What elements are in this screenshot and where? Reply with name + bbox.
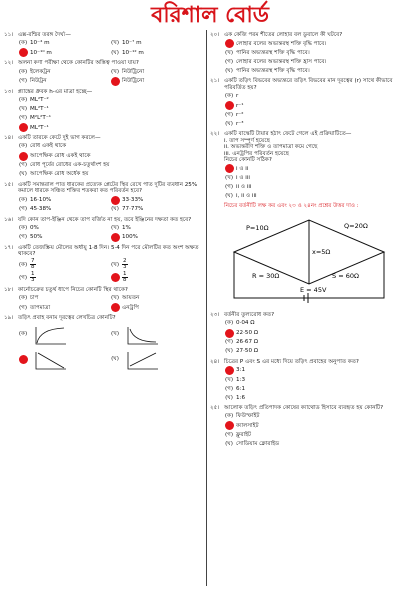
option-key: (গ) [224, 385, 234, 392]
answer-marker-dot [224, 329, 234, 338]
option[interactable] [224, 67, 414, 75]
option[interactable] [224, 174, 414, 182]
question-stem [210, 312, 414, 318]
option-text: 22·50 Ω [236, 329, 259, 336]
option-text: 3:1 [236, 367, 246, 374]
option-text: আয়তন [122, 295, 140, 301]
option[interactable] [110, 323, 202, 347]
question-text: একটি তড়িৎ বিভবের অভ্যন্তরে তড়িৎ বিভবের মান দূরত্বের (r) সাথে কীভাবে পরিবর্তিত হয়? [224, 78, 393, 91]
question-number [210, 203, 222, 209]
option-key: (ঘ) [225, 348, 233, 355]
option-key: (ঘ) [19, 171, 27, 178]
circuit-label: x=5Ω [312, 247, 331, 256]
question-text: একটি বাস্কেটি টায়ার হঠাৎ ফেটে গেলে এই প্রক্রিয়াটিতে— [224, 131, 352, 138]
left-column [4, 32, 202, 375]
option[interactable] [18, 143, 202, 151]
option[interactable] [224, 58, 414, 66]
option-key: (ঘ) [225, 193, 233, 200]
option-text: 10⁻¹² m [122, 49, 144, 56]
option[interactable] [18, 152, 202, 161]
options-grid [4, 143, 202, 179]
question [210, 131, 414, 200]
option-text: পানির অভ্যন্তরস্থ শক্তি বৃদ্ধি পাবে। [236, 50, 310, 57]
option[interactable] [224, 192, 414, 200]
option[interactable] [110, 196, 202, 205]
option-key: (খ) [224, 175, 234, 182]
question-stem [4, 287, 202, 293]
statement-item: iii. এনট্রপির পরিবর্তন হয়েছে [224, 150, 290, 157]
correct-dot [225, 329, 234, 338]
option[interactable] [110, 348, 202, 372]
option[interactable] [224, 39, 414, 48]
options-grid [4, 96, 202, 132]
answer-marker-dot [110, 77, 120, 86]
question-text: এক কেজি পরম শীতের লোহার বল ডুবালে কী ঘটবে? [224, 32, 343, 38]
option[interactable] [224, 111, 414, 119]
answer-marker-dot [110, 303, 120, 312]
question-text: এক্স-রশ্মির তরঙ্গ দৈর্ঘ্য— [18, 32, 71, 38]
option-key: (ঘ) [225, 394, 233, 401]
option-text: লোহার বলের অভ্যন্তরস্থ শক্তি হ্রাস পাবে। [236, 59, 327, 66]
circuit-label: S = 60Ω [332, 271, 359, 280]
option-text: 45·38% [30, 206, 52, 213]
option[interactable] [18, 39, 110, 47]
option-key: (ক) [18, 68, 28, 75]
statement-item: i. তাপ সম্পূর্ণ হয়েছে [224, 137, 270, 144]
option-text: 10⁻⁴ m [30, 40, 50, 47]
options-grid [210, 92, 414, 128]
option[interactable] [18, 303, 110, 312]
question-stem [4, 315, 202, 321]
option-text: r⁻¹ [236, 102, 244, 109]
option-text: r⁻² [236, 112, 244, 119]
question-number: ২৪। [210, 358, 220, 365]
answer-marker-dot [224, 164, 234, 173]
option-key: (খ) [224, 376, 234, 383]
option-text: 10⁻⁷ m [122, 40, 142, 47]
question-number: ১১। [4, 32, 14, 38]
option[interactable] [224, 366, 414, 375]
option[interactable] [110, 272, 202, 284]
option-text: i ও ii [236, 165, 249, 172]
answer-marker-dot [110, 233, 120, 242]
question [4, 135, 202, 178]
option-key: (ক) [224, 413, 234, 420]
option-key: (ক) [18, 97, 28, 104]
question-stem [210, 131, 414, 137]
option[interactable] [224, 376, 414, 384]
option[interactable] [224, 120, 414, 128]
question-number: ২১। [210, 78, 220, 85]
option[interactable] [224, 49, 414, 57]
option[interactable] [224, 385, 414, 393]
option-text: 1% [122, 224, 131, 231]
option[interactable] [18, 123, 202, 132]
correct-dot [225, 39, 234, 48]
option-key: (ক) [18, 224, 28, 231]
question [4, 315, 202, 371]
option[interactable] [18, 171, 202, 179]
fraction: $\frac{1}{3}$ [31, 270, 35, 284]
option-text: এনট্রপি [122, 304, 139, 311]
option-text: পানির অভ্যন্তরস্থ শক্তি বৃদ্ধি পাবে। [236, 68, 310, 75]
right-column [210, 32, 414, 451]
options-grid [4, 294, 202, 312]
option-text: M²L²T⁻¹ [30, 115, 52, 122]
option[interactable] [18, 323, 110, 347]
option-text: ফিউস্ফাইট [236, 413, 260, 420]
question-number: ২৫। [210, 405, 220, 412]
option[interactable] [110, 68, 202, 76]
option[interactable] [110, 77, 202, 86]
option-key: (খ) [110, 261, 120, 268]
option-text: 77·77% [122, 206, 144, 213]
option-key: (গ) [18, 304, 28, 311]
question-text: বর্তনীর তুল্যরোধ কত? [224, 312, 275, 319]
option[interactable] [224, 183, 414, 191]
correct-dot [225, 101, 234, 110]
correct-dot [225, 366, 234, 375]
option-text: 100% [122, 234, 138, 241]
option-text: আপেক্ষিক রোধ একই থাকে [30, 152, 91, 159]
question-stem [210, 78, 414, 91]
correct-dot [19, 48, 28, 57]
option[interactable] [224, 92, 414, 100]
question-number: ১৪। [4, 135, 14, 142]
option[interactable] [224, 329, 414, 338]
answer-marker-dot [224, 421, 234, 430]
option[interactable] [224, 164, 414, 173]
option-text: ইলেকট্রন [30, 68, 51, 75]
question-number: ১৬। [4, 216, 14, 223]
option[interactable] [110, 259, 202, 271]
option[interactable] [18, 68, 110, 76]
question [4, 287, 202, 312]
option[interactable] [18, 259, 110, 271]
correct-dot [225, 164, 234, 173]
question-stem [4, 60, 202, 66]
option[interactable] [18, 114, 202, 122]
circuit-label: E = 45V [300, 285, 327, 294]
option-text: 1:3 [236, 376, 246, 383]
question-number: ১৫। [4, 181, 14, 188]
options-grid [210, 164, 414, 200]
option-key: (খ) [110, 40, 120, 47]
option[interactable] [18, 162, 202, 170]
question [210, 78, 414, 128]
question-text: আলোক তড়িৎ প্রতিপাদক কোষের ক্যাথোড হিসাবে ব্যবহৃত হয় কোনটি? [224, 405, 384, 412]
statement-item: ii. অভ্যন্তরীণ শক্তি ও তাপমাত্রা কমে গেছে [224, 144, 318, 151]
correct-dot [19, 123, 28, 132]
option-text: ii ও iii [236, 184, 252, 191]
question-text: প্ল্যাঙ্কের ধ্রুবক h-এর মাত্রা হচ্ছে— [18, 88, 93, 95]
question-stem [4, 32, 202, 38]
option-key: (গ) [224, 432, 234, 439]
question-number: ১৯। [4, 315, 14, 322]
options-grid [210, 320, 414, 356]
column-divider [206, 30, 207, 586]
answer-marker-dot [18, 48, 28, 57]
answer-marker-dot [18, 123, 28, 132]
option-key: (ক) [224, 320, 234, 327]
option[interactable] [18, 77, 110, 86]
question [4, 182, 202, 214]
option-key: (ঘ) [111, 49, 119, 56]
option-text: 33·33% [122, 196, 144, 203]
question-number: ২২। [210, 131, 220, 138]
question [4, 32, 202, 57]
option-key: (ঘ) [111, 356, 119, 363]
options-grid [4, 224, 202, 242]
question-stem [4, 135, 202, 141]
question-number: ২৩। [210, 312, 220, 319]
option-text: 0·04 Ω [236, 320, 255, 327]
question-stem [4, 89, 202, 95]
option[interactable] [110, 294, 202, 302]
option-key: (ঘ) [225, 121, 233, 128]
option-key: (গ) [224, 184, 234, 191]
option[interactable] [224, 440, 414, 448]
options-grid [4, 39, 202, 57]
option[interactable] [18, 105, 202, 113]
options-grid [4, 259, 202, 284]
option[interactable] [110, 48, 202, 57]
option[interactable] [110, 303, 202, 312]
page-title: বরিশাল বোর্ড [151, 2, 269, 28]
option-key: (ক) [224, 93, 234, 100]
question-text: নিচের বর্তনীটি লক্ষ কর এবং ২৩ ও ২৪নং প্রশ্নের উত্তর দাও : [224, 203, 359, 210]
question [4, 217, 202, 242]
question-text: তড়িৎ প্রবাহ বনাম দূরত্বের লেখচিত্র কোনটি? [18, 315, 116, 322]
answer-marker-dot [110, 273, 120, 282]
option-key: (গ) [18, 274, 28, 281]
fraction: $\frac{7}{8}$ [31, 257, 35, 271]
option-text: রোধ একই থাকে [30, 143, 67, 150]
question [210, 32, 414, 75]
question-text: একটি সমান্তরাল পাত ধারকের প্রত্যেক প্লেটের স্থির রেখে পাত দুটির ব্যবধান 25% কমালে ধারকে সঞ্চিত শক্তির শতকরা কত পরিবর্তন হবে? [18, 181, 198, 195]
option[interactable] [110, 224, 202, 232]
option-key: (ঘ) [225, 441, 233, 448]
option-text: 27·50 Ω [236, 348, 259, 355]
question [210, 359, 414, 402]
option[interactable] [18, 224, 110, 232]
question-number: ১৮। [4, 286, 14, 293]
option-key: (গ) [18, 162, 28, 169]
options-grid [210, 366, 414, 402]
option-text: r⁻³ [236, 121, 244, 128]
option-text: তাপমাত্রা [30, 304, 51, 311]
option-text: 10⁻¹⁰ m [30, 49, 52, 56]
option[interactable] [18, 294, 110, 302]
option-key: (গ) [224, 59, 234, 66]
option-key: (ক) [18, 331, 28, 338]
correct-dot [225, 421, 234, 430]
correct-dot [111, 303, 120, 312]
correct-dot [111, 196, 120, 205]
option-text: নিউট্রিনো [122, 68, 145, 75]
answer-marker-dot [224, 101, 234, 110]
option-key: (গ) [224, 339, 234, 346]
question-stem [210, 359, 414, 365]
option-key: (গ) [224, 112, 234, 119]
option[interactable] [18, 48, 110, 57]
question [210, 405, 414, 448]
option-text: i ও iii [236, 175, 250, 182]
option-key: (ঘ) [225, 68, 233, 75]
question [210, 203, 414, 309]
option-key: (খ) [110, 295, 120, 301]
question-number: ১২। [4, 60, 14, 67]
option[interactable] [110, 206, 202, 214]
options-grid [4, 323, 202, 372]
option[interactable] [18, 206, 110, 214]
graph-icon [30, 348, 70, 372]
question-number: ১৭। [4, 244, 14, 251]
option[interactable] [224, 394, 414, 402]
options-grid [210, 412, 414, 448]
option-key: (ক) [18, 40, 28, 47]
option-key: (ক) [18, 143, 28, 150]
option-text: ML²T⁻¹ [30, 124, 49, 131]
answer-marker-dot [224, 39, 234, 48]
option-text: ML²T⁻¹ [30, 106, 49, 113]
option-text: নিউট্রন [30, 78, 47, 85]
option-text: ML²T⁻² [30, 97, 49, 104]
answer-marker-dot [18, 355, 28, 364]
question-text: একটি তারকে কেটে দুই ভাগ করলে— [18, 135, 101, 142]
question [4, 60, 202, 85]
question-prompt: নিচের কোনটি সঠিক? [224, 156, 272, 163]
question-text: একটি তেজস্ক্রিয় মৌলের অর্ধায়ু 1·8 দিন। 5·4 দিন পরে মৌলটির কত অংশ অক্ষত থাকবে? [18, 244, 199, 258]
circuit-label: Q=20Ω [344, 221, 368, 230]
option[interactable] [224, 101, 414, 110]
question-stem [210, 405, 414, 411]
question-text: চিত্রের P এবং S এর মধ্যে দিয়ে তড়িৎ প্রবাহের অনুপাত কত? [224, 358, 359, 365]
option[interactable] [224, 421, 414, 430]
option-text: নিউট্রিনো [122, 78, 145, 85]
correct-dot [111, 77, 120, 86]
option-key: (ক) [18, 261, 28, 268]
option-text: 50% [30, 234, 43, 241]
option-text: 0% [30, 224, 39, 231]
answer-marker-dot [18, 152, 28, 161]
options-grid [210, 39, 414, 75]
option-text: আপেক্ষিক রোধ অর্ধেক হয় [30, 171, 89, 178]
option-text: ক্যালসাইট [236, 422, 259, 429]
answer-marker-dot [110, 196, 120, 205]
question-stem [4, 217, 202, 223]
options-grid [4, 196, 202, 214]
option[interactable] [18, 272, 110, 284]
option-key: (খ) [110, 68, 120, 75]
option-key: (খ) [18, 106, 28, 113]
answer-marker-dot [224, 366, 234, 375]
option-key: (ঘ) [111, 206, 119, 213]
option[interactable] [18, 233, 110, 242]
option-text: 1:6 [236, 394, 246, 401]
circuit-label: P=10Ω [246, 223, 269, 232]
option[interactable] [224, 320, 414, 328]
question-stem [210, 32, 414, 38]
option-key: (খ) [110, 224, 120, 231]
option-key: (গ) [18, 78, 28, 85]
option[interactable] [18, 96, 202, 104]
question-stem [210, 203, 414, 209]
correct-dot [111, 233, 120, 242]
question-text: অলনা কণা পরীক্ষা থেকে কোনটির অস্তিত্ব পাওয়া যায়? [18, 60, 139, 67]
correct-dot [19, 152, 28, 161]
option-text: ফ্লুরাইট [236, 432, 252, 439]
question [210, 312, 414, 355]
fraction: $\frac{2}{3}$ [123, 257, 127, 271]
option-key: (খ) [224, 50, 234, 57]
question-stem [4, 245, 202, 258]
option-text: লোহার বলের অভ্যন্তরস্থ শক্তি বৃদ্ধি পাবে। [236, 40, 327, 47]
fraction: $\frac{1}{8}$ [123, 270, 127, 284]
option-text: 6:1 [236, 385, 246, 392]
question-number: ১৩। [4, 88, 14, 95]
question-stem [4, 182, 202, 195]
circuit-label: R = 30Ω [252, 271, 280, 280]
correct-dot [19, 355, 28, 364]
option-key: (ক) [18, 196, 28, 203]
option[interactable] [18, 196, 110, 205]
question [4, 245, 202, 284]
option[interactable] [224, 431, 414, 439]
correct-dot [111, 273, 120, 282]
question-text: যদি কোন তাপ-ইঞ্জিন থেকে তাপ বর্জিত না হয়, তবে ইঞ্জিনের দক্ষতা কত হবে? [18, 216, 192, 223]
option-text: চাপ [30, 295, 39, 301]
option[interactable] [224, 412, 414, 420]
circuit-diagram [224, 212, 394, 304]
question [4, 89, 202, 132]
option[interactable] [224, 348, 414, 356]
option-key: (গ) [18, 115, 28, 122]
option-text: i, ii ও iii [236, 193, 257, 200]
option-key: (গ) [18, 234, 28, 241]
option[interactable] [224, 339, 414, 347]
graph-icon [122, 348, 162, 372]
question-number: ২০। [210, 32, 220, 38]
option-text: r [236, 93, 239, 100]
option-text: সোডিয়াম ক্লোরাইড [236, 441, 280, 448]
option[interactable] [18, 348, 110, 372]
question-text: কার্নোচক্রের চতুর্থ ধাপে নিচের কোনটি স্থির থাকে? [18, 286, 128, 293]
option-key: (খ) [110, 331, 120, 338]
option[interactable] [110, 39, 202, 47]
graph-icon [122, 323, 162, 347]
option-text: রোধ পূর্বের রোধের এক-চতুর্থাংশ হয় [30, 162, 110, 169]
graph-icon [30, 323, 70, 347]
option-key: (গ) [18, 206, 28, 213]
option-key: (ক) [18, 295, 28, 301]
option-text: 16·10% [30, 196, 52, 203]
option[interactable] [110, 233, 202, 242]
option-text: 26·67 Ω [236, 339, 259, 346]
options-grid [4, 68, 202, 86]
